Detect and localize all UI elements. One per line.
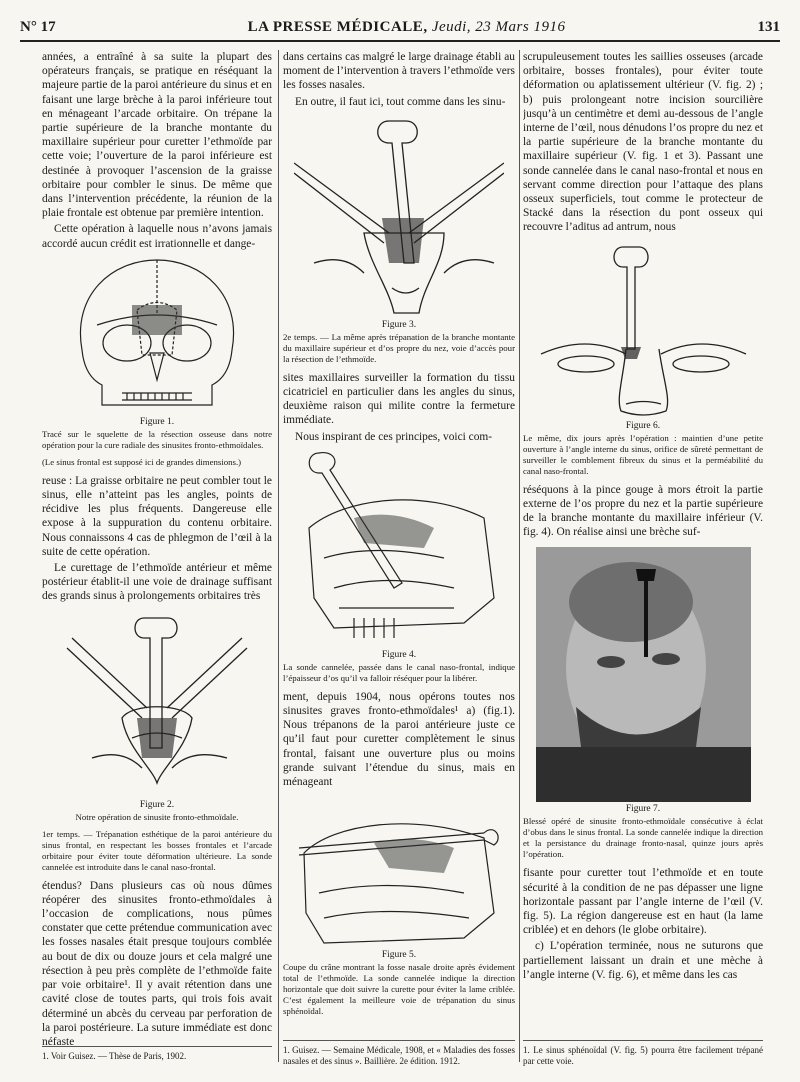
figure-label: Figure 4. <box>381 649 417 660</box>
paragraph: fisante pour curetter tout l’ethmoïde et en toute sécurité à la condition de ne pas dépasser une ligne horizontale passant par l’angle interne de l’œil (V. fig. 5). La région dangereuse est en haut (la lame criblée) et en dehors (le globe orbitaire). <box>523 867 763 937</box>
page-header <box>20 14 780 42</box>
paragraph: Le curettage de l’ethmoïde antérieur et même postérieur établit-il une voie de drainage suffisant des grands sinus à prolongements orbitaires très <box>42 562 272 603</box>
paragraph: c) L’opération terminée, nous ne suturons que partiellement laissant un drain et une mèche à l’angle interne (V. fig. 6), et même dans les cas <box>523 940 763 981</box>
figure-5-skull-section <box>294 793 504 948</box>
paragraph: Cette opération à laquelle nous n’avons jamais accordé aucun crédit est irrationnelle et dange- <box>42 223 272 250</box>
footnote: 1. Guisez. — Semaine Médicale, 1908, et « Maladies des fosses nasales et des sinus ». Baillière. 2e édition. 1912. <box>283 1040 515 1067</box>
figure-caption: 2e temps. — La même après trépanation de la branche montante du maxillaire supérieur et d’os propre du nez, voie d’accès pour la résection de l’ethmoïde. <box>283 331 515 364</box>
paragraph: scrupuleusement toutes les saillies osseuses (arcade orbitaire, bosses frontales), pour éviter toute déformation ou aplatissement ultérieur (V. fig. 2) ; b) puis prolongeant notre incision sourcilière jusqu’à un centimètre et demi au-dessous de l’angle interne de l’œil, nous dénudons l’os propre du nez et la partie supérieure de la branche montante du maxillaire supérieur (V. fig. 1 et 3). Passant une sonde cannelée dans le canal naso-frontal et nous en servant comme direction pour l’attaque des plans osseux superficiels, tout comme le protecteur de Stacké dans la résection du pont osseux qui recouvre l’aditus ad antrum, nous <box>523 51 763 234</box>
figure-4-nasal-section <box>294 448 504 648</box>
paragraph: Nous inspirant de ces principes, voici com- <box>295 430 493 443</box>
column-3 <box>523 50 763 1068</box>
figure-label: Figure 1. <box>139 416 175 427</box>
figure-caption: Coupe du crâne montrant la fosse nasale droite après évidement total de l’ethmoïde. La sonde cannelée indique la direction horizontale que doit suivre la curette pour éviter la lame criblée. C’est également la meilleure voie de trépanation du sinus sphénoïdal. <box>283 962 515 1017</box>
column-divider <box>519 50 520 1062</box>
page-number: 131 <box>757 18 780 35</box>
paragraph: années, a entraîné à sa suite la plupart des opérateurs français, se pratique en réséquant la majeure partie de la paroi antérieure du sinus et en faisant une large brèche à la paroi inférieure tout en ménageant l’arcade orbitaire. On trépane la partie supérieure de la branche montante du maxillaire supérieur pour curetter l’ethmoïde par cette voie; l’ouverture de la paroi inférieure est destinée à provoquer l’ascension de la graisse orbitaire pour combler le sinus. De même que dans l’intervention précédente, la réunion de la plaie frontale est obtenue par première intention. <box>42 51 272 220</box>
figure-1-skull <box>62 255 252 415</box>
figure-6-patient-face <box>531 239 756 419</box>
figure-caption: Tracé sur le squelette de la résection osseuse dans notre opération pour la cure radiale des sinusites fronto-ethmoïdales. <box>42 428 272 450</box>
footnote: 1. Voir Guisez. — Thèse de Paris, 1902. <box>42 1046 272 1062</box>
column-1 <box>42 50 272 1068</box>
paragraph: réséquons à la pince gouge à mors étroit la partie externe de l’os propre du nez et la partie supérieure de la branche montante du maxillaire inférieur (V. fig. 4). On réalise ainsi une brèche suf- <box>523 483 763 539</box>
issue-date: Jeudi, 23 Mars 1916 <box>431 18 566 35</box>
figure-7-patient-photo <box>536 547 751 802</box>
figure-caption: Le même, dix jours après l’opération : maintien d’une petite ouverture à l’angle interne du sinus, orifice de sûreté permettant de surveiller le comblement fibreux du sinus et la perméabilité du canal naso-frontal. <box>523 432 763 476</box>
figure-title: Notre opération de sinusite fronto-ethmoïdale. <box>75 811 239 822</box>
figure-label: Figure 2. <box>139 799 175 810</box>
figure-caption: La sonde cannelée, passée dans le canal naso-frontal, indique l’épaisseur d’os qu’il va falloir réséquer pour la libérer. <box>283 661 515 683</box>
figure-label: Figure 3. <box>381 319 417 330</box>
column-2 <box>283 50 515 1068</box>
figure-3-operation <box>294 113 504 318</box>
paragraph: reuse : La graisse orbitaire ne peut combler tout le sinus, elle n’atteint pas les angles, points de récidive les plus fréquents. Dangereuse elle expose à la suppuration du contenu orbitaire. Nous connaissons 4 cas de phlegmon de l’œil à la suite de cette opération. <box>42 474 272 558</box>
issue-number: N° 17 <box>20 18 56 35</box>
figure-caption: 1er temps. — Trépanation esthétique de la paroi antérieure du sinus frontal, en respectant les bosses frontales et l’arcade orbitaire pour éviter toute déformation ultérieure. La sonde cannelée est introduite dans le canal naso-frontal. <box>42 828 272 872</box>
figure-caption: Blessé opéré de sinusite fronto-ethmoïdale consécutive à éclat d’obus dans le sinus frontal. La sonde cannelée indique la direction et la persistance du drainage fronto-nasal, quinze jours après l’opération. <box>523 816 763 860</box>
footnote: 1. Le sinus sphénoïdal (V. fig. 5) pourra être facilement trépané par cette voie. <box>523 1040 763 1067</box>
figure-caption-note: (Le sinus frontal est supposé ici de grandes dimensions.) <box>42 456 242 467</box>
paragraph: dans certains cas malgré le large drainage établi au moment de l’intervention à travers l’ethmoïde vers les fosses nasales. <box>283 51 515 92</box>
paragraph: étendus? Dans plusieurs cas où nous dûmes réopérer des sinusites fronto-ethmoïdales à l’occasion de complications, nous pûmes constater que cette prétendue communication avec les fosses nasales était presque toujours comblée au bout de dix ou douze jours et cela malgré une résection à peu près complète de l’ethmoïde faite par voie orbitaire¹. Il y avait rétention dans une cavité close de toutes parts, qui trois fois avait déterminé un abcès du cerveau par perforation de la paroi postérieure. La suture immédiate est donc néfaste <box>42 879 272 1048</box>
journal-name: LA PRESSE MÉDICALE, <box>247 18 428 35</box>
figure-label: Figure 7. <box>625 804 661 815</box>
paragraph: ment, depuis 1904, nous opérons toutes nos sinusites graves fronto-ethmoïdales¹ a) (fig.1). Nous trépanons de la paroi antérieure juste ce qu’il faut pour curetter complètement le sinus frontal, faisant une ouverture plus ou moins grande suivant l’étendue du sinus, mais en ménageant <box>283 690 515 789</box>
figure-label: Figure 6. <box>625 420 661 431</box>
column-divider <box>278 50 279 1062</box>
journal-title <box>248 19 566 36</box>
figure-2-operation <box>62 608 252 798</box>
paragraph: En outre, il faut ici, tout comme dans les sinu- <box>295 95 506 108</box>
figure-label: Figure 5. <box>381 950 417 961</box>
paragraph: sites maxillaires surveiller la formation du tissu cicatriciel en particulier dans les angles du sinus, deuxième raison qui milite contre la fermeture immédiate. <box>283 371 515 427</box>
